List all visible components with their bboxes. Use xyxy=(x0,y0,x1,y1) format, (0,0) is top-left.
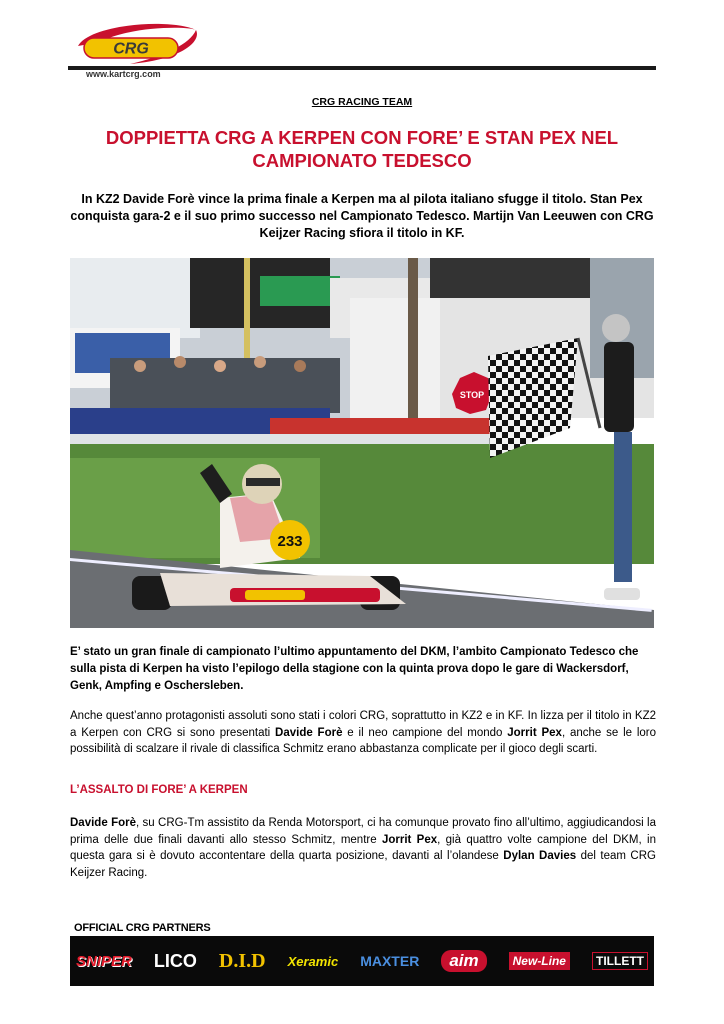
article-title: DOPPIETTA CRG A KERPEN CON FORE’ E STAN PEX NEL CAMPIONATO TEDESCO xyxy=(105,127,619,171)
article-subtitle: In KZ2 Davide Forè vince la prima finale a Kerpen ma al pilota italiano sfugge il titolo. Stan Pex conquista gara-2 e il suo primo successo nel Campionato Tedesco. Martijn Van Leeuwen con CRG Keijzer Racing sfiora il titolo in KF. xyxy=(70,192,654,240)
partner-logo-newline: New-Line xyxy=(509,952,570,970)
p2-text-3: del team CRG Keijzer Racing. xyxy=(70,850,656,879)
p1-text-3: , anche se le loro possibilità di scalzare il rivale di classifica Schmitz erano abbastanza complicate per il gioco degli scarti. xyxy=(70,726,657,755)
partner-logo-maxter: MAXTER xyxy=(360,953,420,969)
partner-logo-xeramic: Xeramic xyxy=(287,953,339,969)
paragraph-2 xyxy=(70,815,656,881)
team-label: CRG RACING TEAM xyxy=(311,96,413,108)
website-link[interactable]: www.kartcrg.com xyxy=(86,69,161,79)
p2-bold-3: Dylan Davies xyxy=(503,850,577,862)
p2-text-1: , su CRG-Tm assistito da Renda Motorsport, ci ha comunque provato fino all’ultimo, aggiudicandosi la prima delle due finali davanti allo stesso Schmitz, mentre xyxy=(70,817,657,846)
p1-bold-1: Davide Forè xyxy=(275,726,343,739)
paragraph-1 xyxy=(70,708,656,758)
partners-bar xyxy=(70,936,654,986)
partner-logo-sniper: SNIPER xyxy=(76,952,132,970)
p2-text-2: , già quattro volte campione del DKM, in questa gara si è dovuto accontentare della quarta posizione, davanti al l’olandese xyxy=(70,833,656,862)
partner-logo-did: D.I.D xyxy=(218,949,266,972)
p1-text-2: e il neo campione del mondo xyxy=(342,726,508,739)
p2-bold-1: Davide Forè xyxy=(70,817,136,829)
partners-label: OFFICIAL CRG PARTNERS xyxy=(74,922,211,934)
crg-logo xyxy=(70,20,200,68)
p2-bold-2: Jorrit Pex xyxy=(381,833,438,846)
stop-sign-text: STOP xyxy=(459,390,485,400)
race-photo xyxy=(70,258,654,628)
partner-logo-lico: LICO xyxy=(153,950,197,971)
section-heading: L’ASSALTO DI FORE’ A KERPEN xyxy=(70,784,248,796)
p1-bold-2: Jorrit Pex xyxy=(507,726,562,739)
p1-text-1: Anche quest’anno protagonisti assoluti sono stati i colori CRG, soprattutto in KZ2 e in KF. In lizza per il titolo in KZ2 a Kerpen con CRG si sono presentati xyxy=(70,710,656,739)
lead-paragraph: E’ stato un gran finale di campionato l’ultimo appuntamento del DKM, l’ambito Campionato Tedesco che sulla pista di Kerpen ha visto l’epilogo della stagione con la quinta prova dopo le gare di Wackersdorf, Genk, Ampfing e Oschersleben. xyxy=(70,646,639,692)
partner-logo-tillett: TILLETT xyxy=(592,952,648,970)
kart-number: 233 xyxy=(277,533,303,550)
logo-text: CRG xyxy=(113,40,149,58)
partner-logo-aim: aim xyxy=(441,950,486,972)
